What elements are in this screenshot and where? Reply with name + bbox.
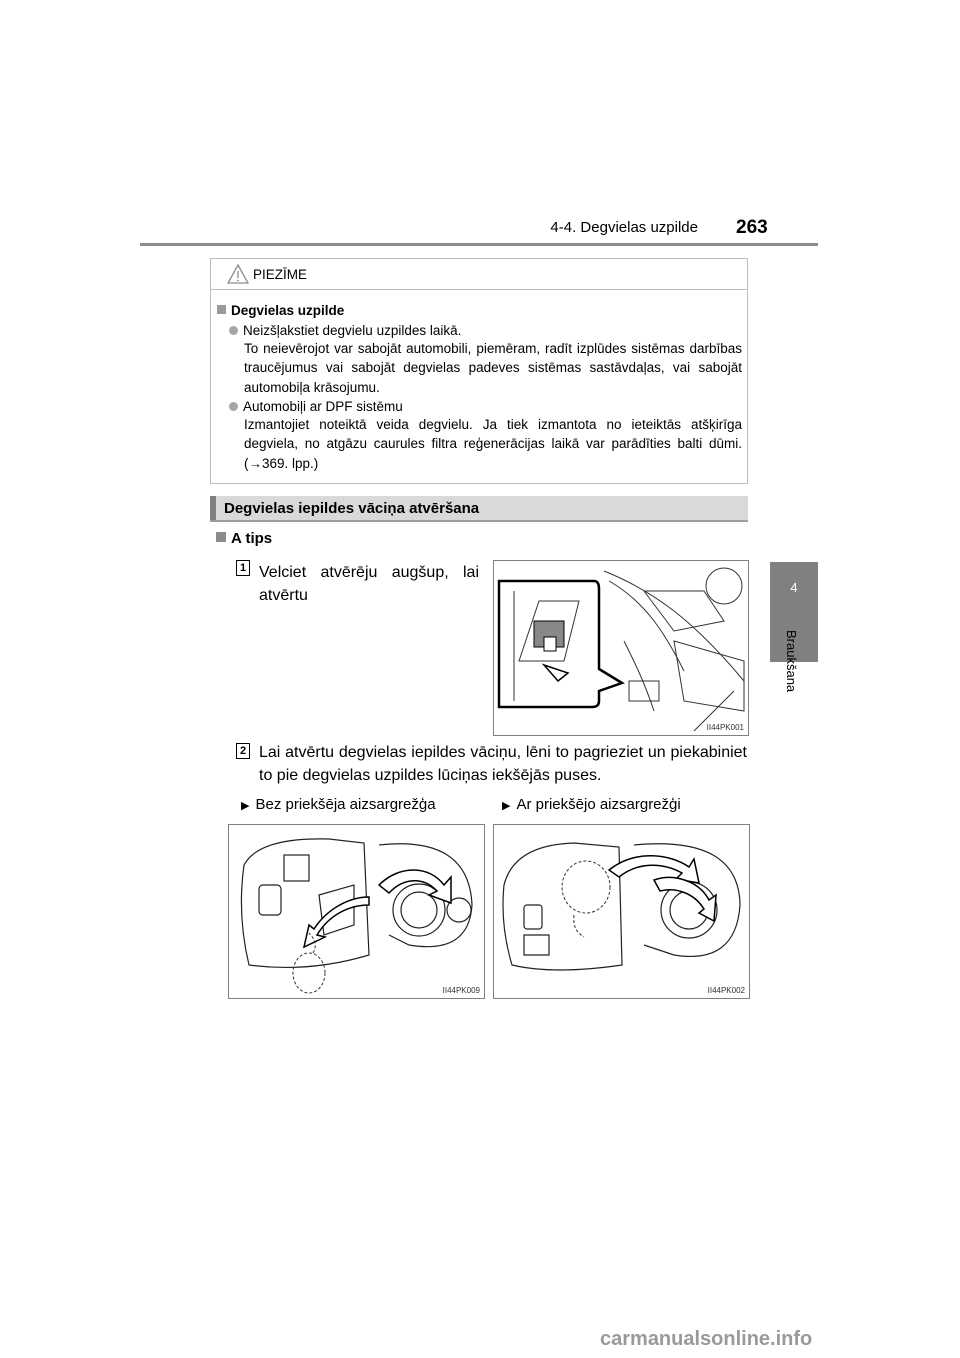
- site-watermark: carmanualsonline.info: [600, 1328, 813, 1350]
- dot-bullet-icon: [229, 402, 238, 411]
- opener-illustration: [493, 560, 749, 736]
- page-number: 263: [736, 217, 768, 238]
- notice-heading: PIEZĪME: [253, 267, 308, 282]
- chapter-number: 4: [790, 580, 798, 595]
- dot-bullet-icon: [229, 326, 238, 335]
- notice-item-title-text: Neizšļakstiet degvielu uzpildes laikā.: [243, 323, 462, 338]
- image-code: II44PK002: [707, 986, 745, 995]
- section-title: 4-4. Degvielas uzpilde: [550, 219, 698, 236]
- step-number-2: 2: [236, 743, 250, 759]
- section-accent: [210, 496, 216, 520]
- chapter-title: Braukšana: [784, 630, 799, 693]
- notice-item-title: [229, 323, 461, 338]
- square-bullet-icon: [216, 532, 226, 542]
- notice-item-body: Izmantojiet noteiktā veida degvielu. Ja tiek izmantota no ieteiktās atšķirīga degviela, no atgāzu caurules filtra reģenerācijas laikā var parādīties balti dūmi. (→369. lpp.): [244, 417, 742, 471]
- triangle-right-icon: ▶: [502, 800, 511, 812]
- notice-item-title: [229, 399, 403, 414]
- option-no-grille: [241, 796, 436, 813]
- step-number-1: 1: [236, 560, 250, 576]
- notice-topic: [217, 303, 344, 318]
- square-bullet-icon: [217, 305, 226, 314]
- fuel-cap-illustration-no-grille: [228, 824, 485, 999]
- notice-box: [210, 258, 748, 484]
- option-with-grille: [502, 796, 681, 813]
- option-label: Ar priekšējo aizsargrežģi: [516, 796, 681, 813]
- section-heading-bar: [210, 496, 748, 522]
- step-2-text: Lai atvērtu degvielas iepildes vāciņu, lēni to pagrieziet un piekabiniet to pie degvielas uzpildes lūciņas iekšējās puses.: [259, 744, 747, 784]
- notice-item-title-text: Automobiļi ar DPF sistēmu: [243, 399, 403, 414]
- step-1-text: Velciet atvērēju augšup, lai atvērtu: [259, 564, 479, 604]
- notice-topic-text: Degvielas uzpilde: [231, 303, 345, 318]
- notice-header: [211, 259, 747, 290]
- fuel-cap-illustration-with-grille: [493, 824, 750, 999]
- dashboard-opener-drawing: [494, 561, 749, 736]
- subsection-heading-text: A tips: [231, 530, 273, 547]
- image-code: II44PK009: [442, 986, 480, 995]
- warning-triangle-icon: [227, 264, 249, 284]
- section-heading: Degvielas iepildes vāciņa atvēršana: [224, 500, 480, 517]
- image-code: II44PK001: [706, 723, 744, 732]
- fuel-door-drawing: [229, 825, 485, 999]
- fuel-door-drawing: [494, 825, 750, 999]
- header-rule: [140, 243, 818, 246]
- subsection-heading: [216, 530, 272, 547]
- triangle-right-icon: ▶: [241, 800, 250, 812]
- notice-item-body: To neievērojot var sabojāt automobili, piemēram, radīt izplūdes sistēmas darbības traucējumus vai sabojāt degvielas padeves sistēmas sastāvdaļas, vai sabojāt automobiļa krāsojumu.: [244, 341, 742, 395]
- option-label: Bez priekšēja aizsargrežģa: [255, 796, 436, 813]
